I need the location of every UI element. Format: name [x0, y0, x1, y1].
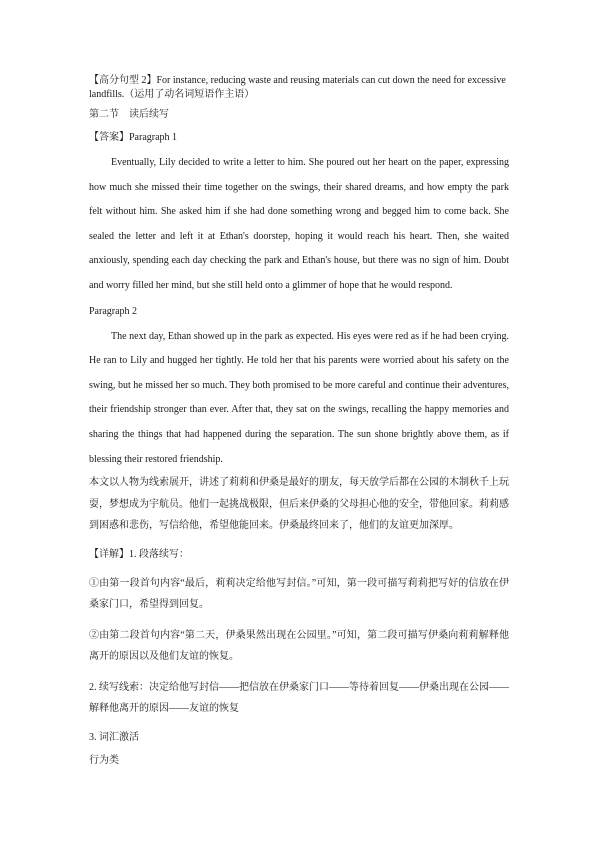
- vocab-category: 行为类: [89, 754, 119, 766]
- detail-item-2: ②由第二段首句内容“第二天，伊桑果然出现在公园里。”可知，第二段可描写伊桑向莉莉解释他离开的原因以及他们友谊的恢复。: [89, 629, 509, 663]
- clue-line: 2. 续写线索：决定给他写封信——把信放在伊桑家门口——等待着回复——伊桑出现在公园——解释他离开的原因——友谊的恢复: [89, 681, 509, 715]
- answer-label: 【答案】Paragraph 1: [89, 132, 178, 143]
- paragraph-1-text: Eventually, Lily decided to write a letter to him. She poured out her heart on the paper, expressing how much she missed their time together on the swings, their shared dreams, and how empty the park felt without him. She asked him if she had done something wrong and begged him to come back. She sealed the letter and left it at Ethan's doorstep, hoping it would reach his heart. Then, she waited anxiously, spending each day checking the park and Ethan's house, but there was no sign of him. Doubt and worry filled her mind, but she still held onto a glimmer of hope that he would respond.: [89, 157, 509, 291]
- detail-item-1: ①由第一段首句内容“最后，莉莉决定给他写封信。”可知，第一段可描写莉莉把写好的信放在伊桑家门口，希望得到回复。: [89, 577, 509, 611]
- summary-text: 本文以人物为线索展开，讲述了莉莉和伊桑是最好的朋友，每天放学后都在公园的木制秋千上玩耍，梦想成为宇航员。他们一起挑战极限，但后来伊桑的父母担心他的安全，带他回家。莉莉感到困惑和悲伤，写信给他，希望他能回来。伊桑最终回来了，他们的友谊更加深厚。: [89, 477, 509, 532]
- paragraph-2-label: Paragraph 2: [89, 305, 138, 317]
- high-score-sentence: 【高分句型 2】For instance, reducing waste and reusing materials can cut down the need for excessive landfills.（运用了动名词短语作主语）: [89, 75, 506, 100]
- section-title: 第二节 读后续写: [89, 109, 169, 120]
- vocab-title: 3. 词汇激活: [89, 731, 139, 743]
- document-body: [89, 74, 509, 768]
- detail-title: 【详解】1. 段落续写：: [89, 548, 189, 560]
- paragraph-2-text: The next day, Ethan showed up in the park as expected. His eyes were red as if he had been crying. He ran to Lily and hugged her tightly. He told her that his parents were worried about his safety on the swing, but he missed her so much. They both promised to be more careful and continue their adventures, their friendship stronger than ever. After that, they sat on the swings, recalling the happy memories and sharing the things that had happened during the separation. The sun shone brightly above them, as if blessing their restored friendship.: [89, 330, 509, 465]
